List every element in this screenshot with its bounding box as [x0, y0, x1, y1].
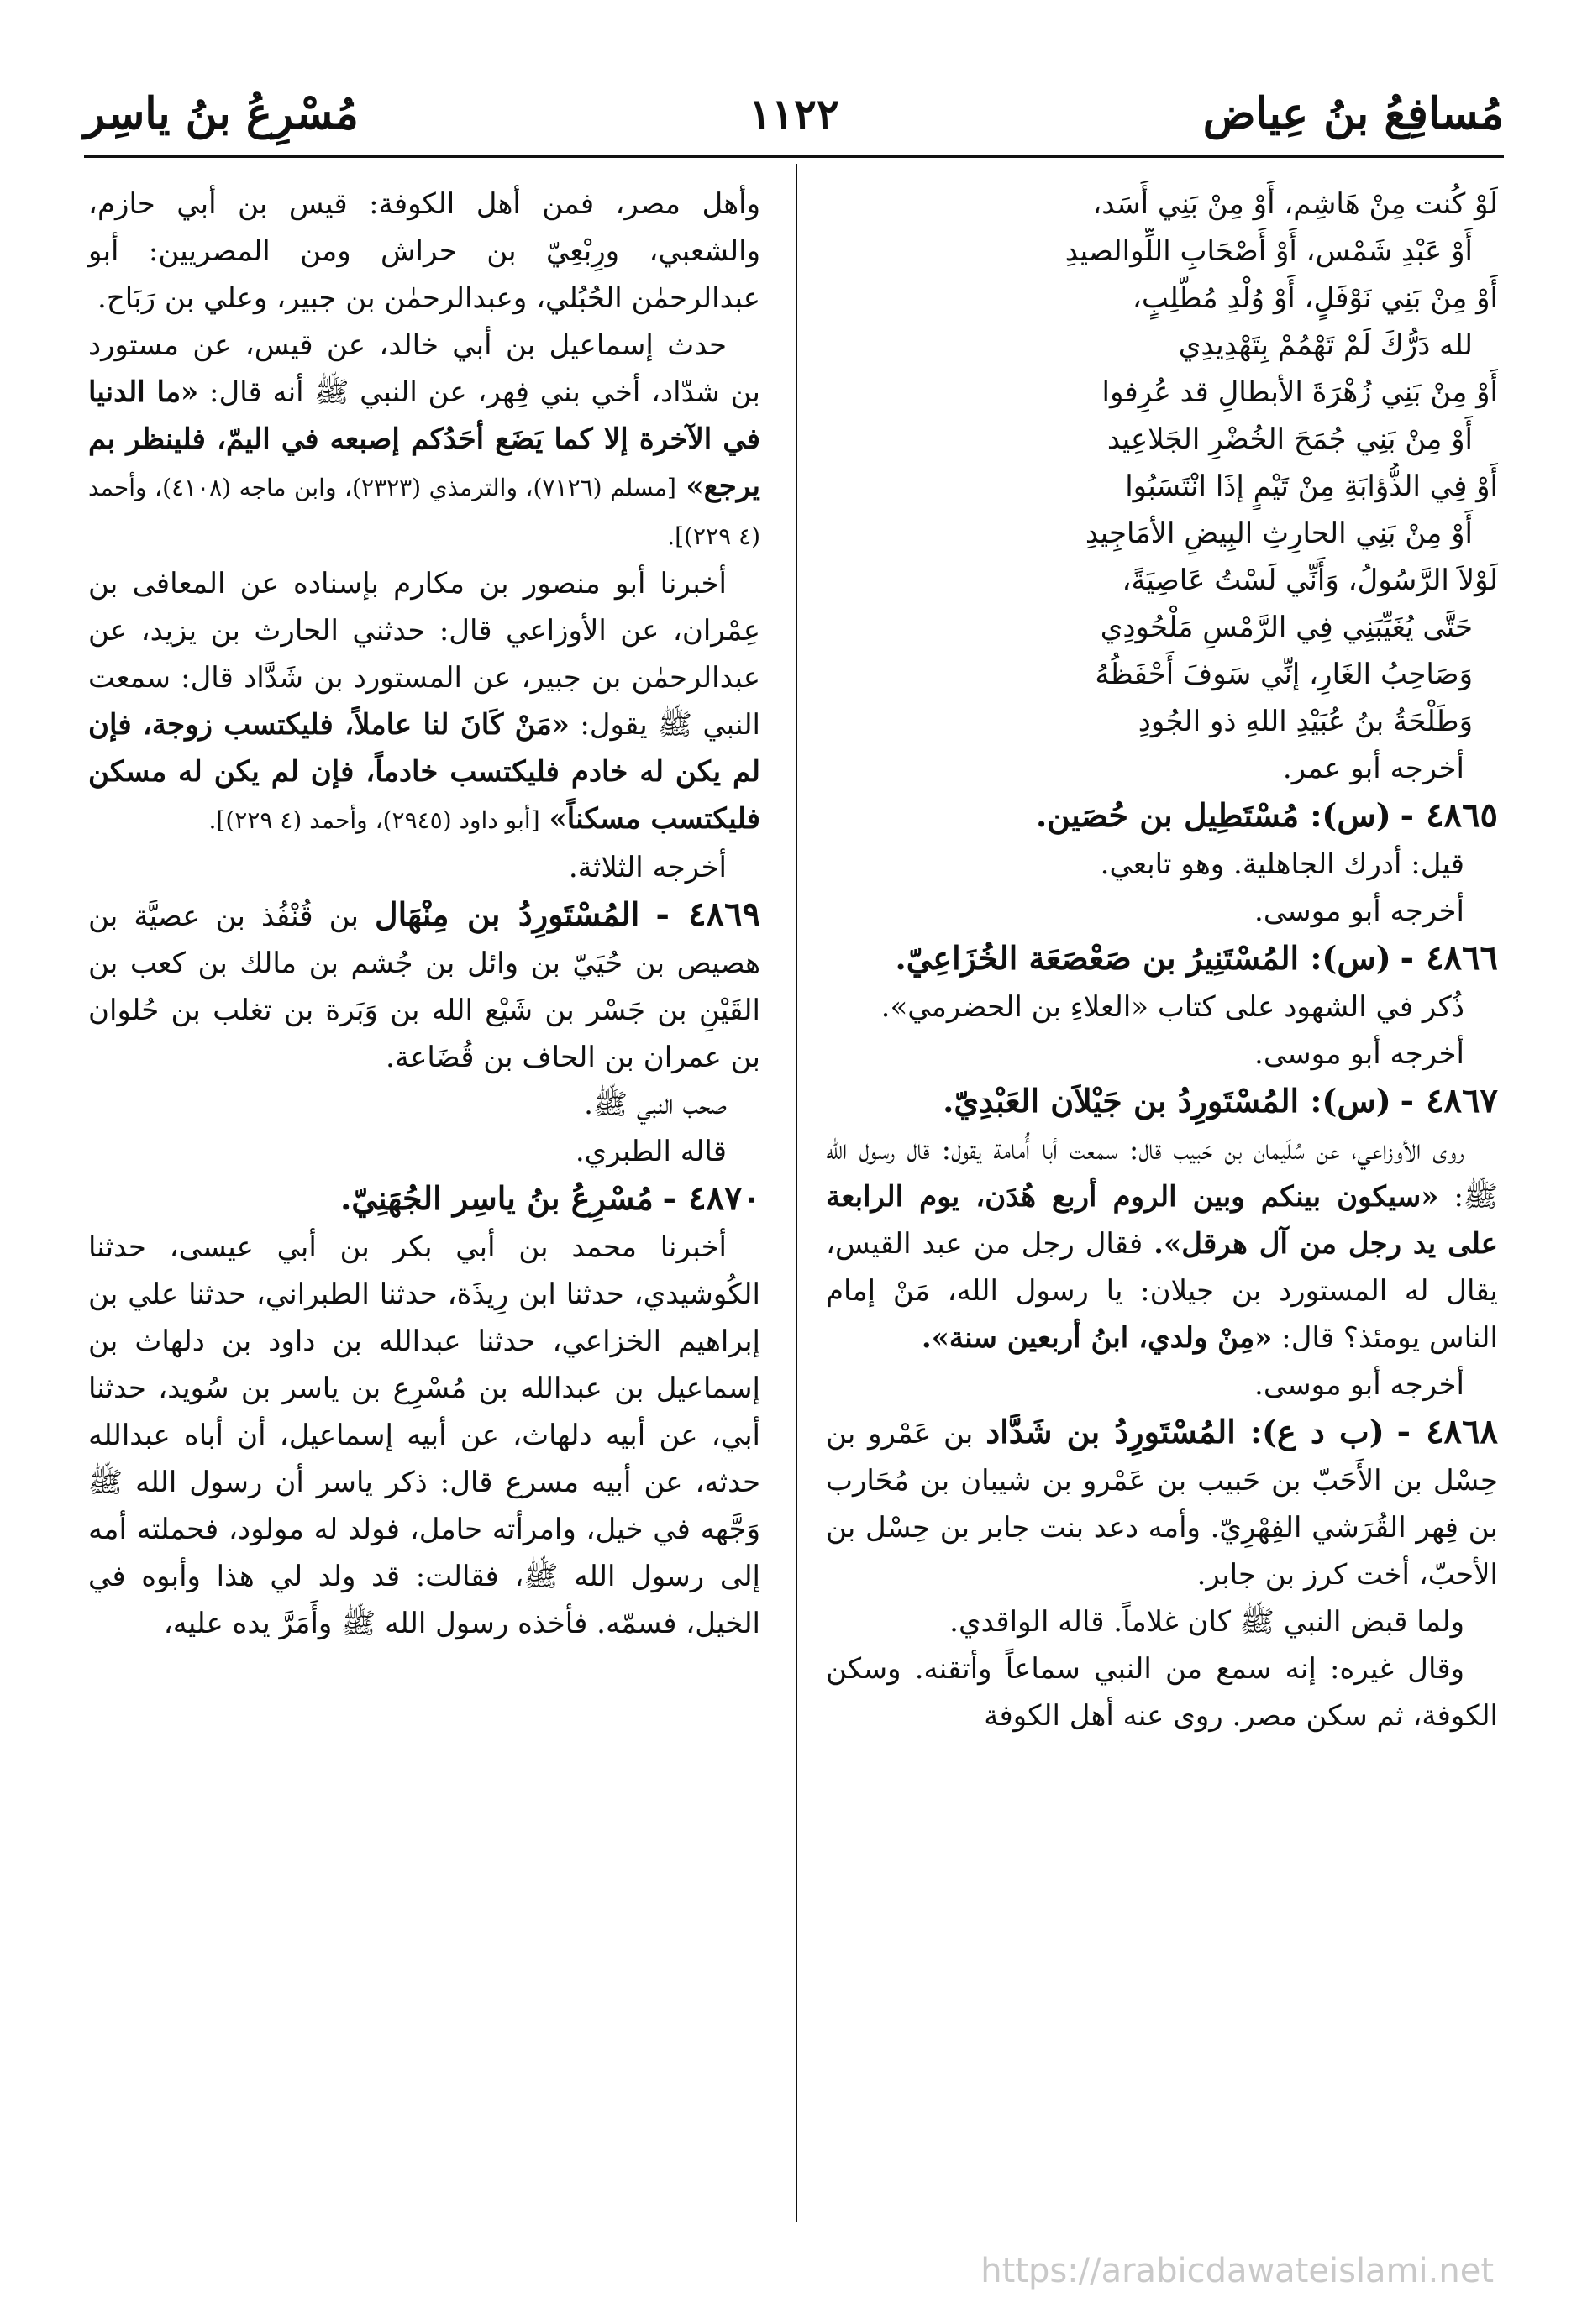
entry-number: ٤٨٦٧ -: [1400, 1081, 1498, 1120]
entry-4868: [826, 1409, 1498, 1598]
poem-line: لَوْلاَ الرَّسُولُ، وَأَنِّي لَسْتُ عَاصِيَةً،: [1122, 564, 1498, 597]
entry-4866: [826, 935, 1498, 984]
entry-number: ٤٨٦٩ -: [655, 894, 760, 934]
poem-line: أَوْ عَبْدِ شَمْس، أَوْ أَصْحَابِ اللِّوالصيدِ: [1064, 234, 1473, 268]
entry-source: أخرجه أبو موسى.: [1254, 1368, 1464, 1402]
hadith-quote: «مَنْ كَانَ لنا عاملاً، فليكتسب زوجة، فإن لم يكن له خادم فليكتسب خادماً، فإن لم يكن له مسكن فليكتسب مسكناً»: [88, 708, 760, 836]
entry-heading: (س): المُسْتَنِيرُ بن صَعْصَعَة الخُزَاعِيّ.: [895, 939, 1391, 977]
continued-text: وأهل مصر، فمن أهل الكوفة: قيس بن أبي حازم، والشعبي، ورِبْعِيّ بن حراش ومن المصريين: أبو عبدالرحمٰن الحُبُلي، وعبدالرحمٰن بن جبير، وعلي بن رَبَاح.: [88, 187, 760, 315]
hadith-paragraph: [88, 322, 760, 560]
entry-heading: (س): مُسْتَطِيل بن حُصَين.: [1035, 796, 1391, 834]
entry-4867: [826, 1078, 1498, 1126]
header-left-title: مُسْرِعُ بنُ ياسِر: [84, 87, 359, 139]
poem-line: أَوْ مِنْ بَنِي الحارِثِ البِيضِ الأمَاجِيدِ: [1085, 517, 1473, 550]
header-right-title: مُسافِعُ بنُ عِياض: [1202, 87, 1504, 139]
hadith-quote: «سيكون بينكم وبين الروم أربع هُدَن، يوم الرابعة على يد رجل من آل هرقل».: [826, 1180, 1498, 1261]
watermark-url: https://arabicdawateislami.net: [980, 2252, 1494, 2290]
entry-text: [826, 1126, 1498, 1361]
poem-line: أَوْ مِنْ بَنِي نَوْفَلٍ، أَوْ وُلْدِ مُطَّلِبٍ،: [1132, 281, 1498, 315]
entry-text: بن عَمْرو بن حِسْل بن الأَحَبّ بن حَبيب بن عَمْرو بن شيبان بن مُحَارب بن فِهر القُرَشي الفِهْرِيّ. وأمه دعد بنت جابر بن حِسْل بن الأحبّ، أخت كرز بن جابر.: [826, 1417, 1498, 1592]
poem-line: وَطَلْحَةُ بنُ عُبَيْدِ اللهِ ذو الجُودِ: [1138, 705, 1473, 738]
poem-line: لله دَرُّكَ لَمْ تَهْمُمْ بِتَهْدِيدِي: [1178, 328, 1473, 362]
poem-line: أَوْ فِي الذُّؤابَةِ مِنْ تَيْمٍ إذَا انْتَسَبُوا: [1125, 470, 1498, 503]
poem-line: وَصَاحِبُ الغَارِ، إنِّي سَوفَ أَحْفَظُهُ: [1095, 658, 1473, 691]
hadith-isnad: حدث إسماعيل بن أبي خالد، عن قيس، عن مستورد بن شدّاد، أخي بني فِهر، عن النبي ﷺ أنه قال:: [88, 328, 760, 409]
entry-source: أخرجه أبو موسى.: [1254, 1037, 1464, 1071]
entry-text: أخبرنا محمد بن أبي بكر بن أبي عيسى، حدثنا الكُوشيدي، حدثنا ابن رِيذَة، حدثنا الطبراني، حدثنا علي بن إبراهيم الخزاعي، حدثنا عبدالله بن داود بن دلهاث بن إسماعيل بن عبدالله بن مُسْرِع بن ياسر بن سُويد، حدثنا أبي، عن أبيه دلهاث، عن أبيه إسماعيل، أن أباه عبدالله حدثه، عن أبيه مسرع قال: ذكر ياسر أن رسول الله ﷺ وَجَّهه في خيل، وامرأته حامل، فولد له مولود، فحملته أمه إلى رسول الله ﷺ، فقالت: قد ولد لي هذا وأبوه في الخيل، فسمّه. فأخذه رسول الله ﷺ وأَمَرَّ يده عليه،: [88, 1230, 760, 1640]
entry-text: ذُكر في الشهود على كتاب «العلاءِ بن الحضرمي».: [880, 990, 1464, 1024]
entry-number: ٤٨٦٨ -: [1396, 1412, 1498, 1451]
hadith-paragraph: [88, 560, 760, 844]
poem-line: لَوْ كُنت مِنْ هَاشِم، أَوْ مِنْ بَنِي أَسَد،: [1092, 187, 1498, 221]
poem-line: أَوْ مِنْ بَنِي زُهْرَةَ الأبطالِ قد عُرِفوا: [1101, 375, 1498, 409]
entry-4870: [88, 1175, 760, 1224]
entry-text: قيل: أدرك الجاهلية. وهو تابعي.: [1100, 847, 1464, 881]
header-rule: [84, 155, 1504, 158]
poem-source: أخرجه أبو عمر.: [1282, 752, 1464, 785]
entry-text: قاله الطبري.: [575, 1135, 727, 1168]
entry-text: ولما قبض النبي ﷺ كان غلاماً. قاله الواقدي.: [949, 1605, 1464, 1639]
poem-line: أَوْ مِنْ بَنِي جُمَحَ الخُضْرِ الجَلاعِيد: [1106, 422, 1473, 456]
entry-number: ٤٨٦٦ -: [1400, 938, 1498, 978]
entry-number: ٤٨٧٠ -: [662, 1178, 760, 1218]
entry-text: صحب النبي ﷺ.: [584, 1088, 727, 1121]
poem-line: حَتَّى يُغَيِّبَنِي فِي الرَّمْسِ مَلْحُودِي: [1100, 611, 1473, 644]
hadith-isnad: أخبرنا أبو منصور بن مكارم بإسناده عن المعافى بن عِمْران، عن الأوزاعي قال: حدثني الحارث بن يزيد، عن عبدالرحمٰن بن جبير، عن المستورد بن شَدَّاد قال: سمعت النبي ﷺ يقول:: [88, 567, 761, 742]
entry-4865: [826, 792, 1498, 841]
hadith-quote: «مِنْ ولدي، ابنُ أربعين سنة».: [921, 1321, 1273, 1355]
hadith-reference: [أبو داود (٢٩٤٥)، وأحمد (٤ ٢٢٩)].: [208, 806, 540, 834]
column-divider: [796, 164, 797, 2222]
running-header: [84, 80, 1504, 147]
entry-source: أخرجه الثلاثة.: [568, 851, 727, 884]
hadith-reference: [مسلم (٧١٢٦)، والترمذي (٢٣٢٣)، وابن ماجه (٤١٠٨)، وأحمد (٤ ٢٢٩)].: [88, 474, 760, 550]
entry-text-part: روى الأوزاعي، عن سُلَيمان بن حَبيب قال: سمعت أبا أُمامة يقول: قال رسول الله ﷺ:: [826, 1133, 1499, 1214]
entry-text: وقال غيره: إنه سمع من النبي سماعاً وأتقنه. وسكن الكوفة، ثم سكن مصر. روى عنه أهل الكوفة: [826, 1652, 1498, 1733]
right-column: [826, 181, 1498, 1739]
left-column: [88, 181, 760, 1647]
entry-number: ٤٨٦٥ -: [1400, 795, 1498, 835]
entry-text-part: فقال رجل من عبد القيس، يقال له المستورد بن جيلان: يا رسول الله، مَنْ إمام الناس يومئذ؟ قال:: [826, 1227, 1498, 1355]
entry-heading: المُسْتَورِدُ بن مِنْهَال: [374, 895, 640, 933]
entry-source: أخرجه أبو موسى.: [1254, 894, 1464, 928]
entry-heading: (ب د ع): المُسْتَورِدُ بن شَدَّاد: [985, 1413, 1385, 1451]
hadith-quote: «ما الدنيا في الآخرة إلا كما يَضَع أحَدُكم إصبعه في اليمّ، فلينظر بم يرجع»: [88, 375, 760, 503]
entry-text: بن قُنْفُذ بن عصيَّة بن هصيص بن حُيَيّ بن وائل بن جُشم بن مالك بن كعب بن القَيْنِ بن جَسْر بن شَيْع الله بن وَبَرة بن تغلب بن حُلوان بن عمران بن الحاف بن قُضَاعة.: [88, 900, 760, 1074]
page-number: ١١٢٢: [749, 88, 839, 139]
poem: [826, 181, 1498, 745]
entry-heading: (س): المُسْتَورِدُ بن جَيْلاَن العَبْدِيّ.: [943, 1082, 1391, 1120]
entry-heading: مُسْرِعُ بنُ ياسِر الجُهَنِيّ.: [340, 1179, 654, 1217]
entry-4869: [88, 891, 760, 1081]
